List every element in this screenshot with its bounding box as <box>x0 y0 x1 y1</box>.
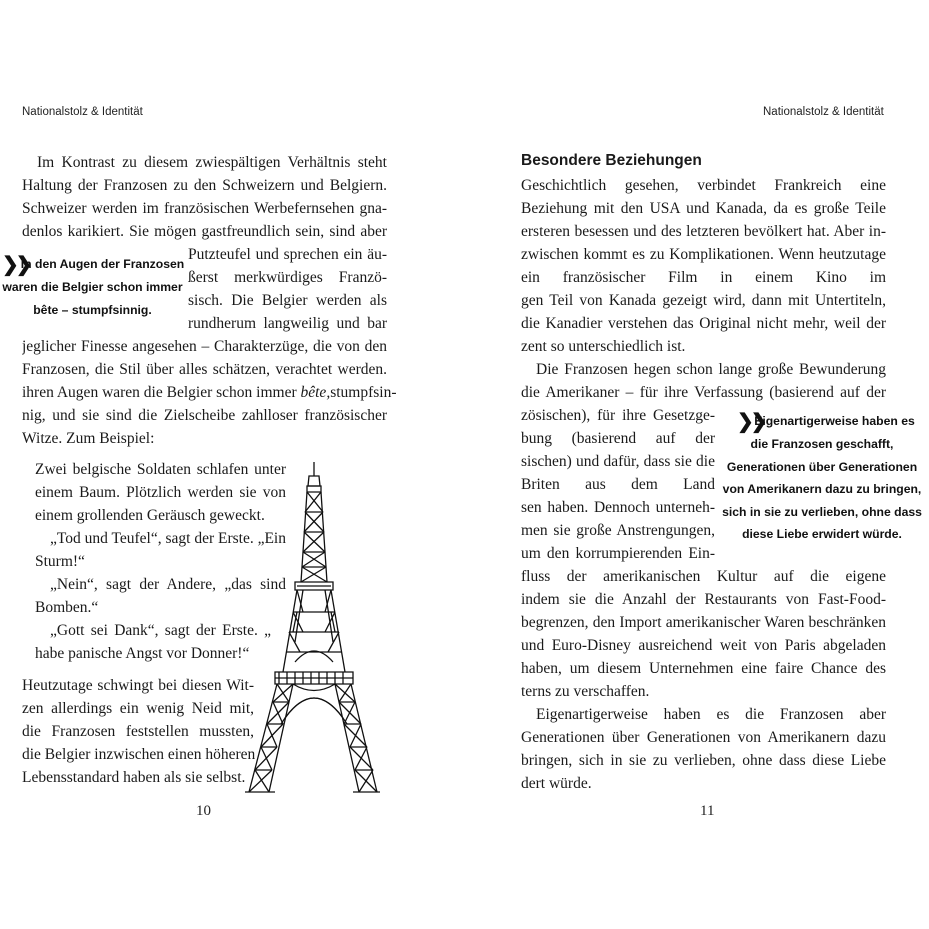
pull-quote-line: bête – stumpfsinnig. <box>33 302 152 317</box>
text-line: ersteren besessen und des letzteren bevölkert hat. Aber in- <box>521 223 886 240</box>
text-line: terns zu verschaffen. <box>521 683 650 700</box>
pull-quote-line: die Franzosen geschafft, <box>750 437 894 451</box>
text-line: ßerst merkwürdiges Franzö- <box>188 269 387 286</box>
text-line: dert würde. <box>521 775 592 792</box>
text-line: Die Franzosen hegen schon lange große Bewunderung <box>536 361 886 378</box>
text-line: zösischen), für ihre Gesetzge- <box>521 407 715 424</box>
running-header-right: Nationalstolz & Identität <box>763 106 884 118</box>
text-line: Beziehung mit den USA und Kanada, da es große Teile <box>521 200 886 217</box>
text-line: men sie große Anstrengungen, <box>521 522 715 539</box>
text-line: bringen, sich in sie zu verlieben, ohne dass diese Liebe <box>521 752 886 769</box>
text-line: Lebensstandard haben als sie selbst. <box>22 769 246 786</box>
pull-quote-left-cont <box>0 276 185 321</box>
text-line: Haltung der Franzosen zu den Schweizern und Belgiern. <box>22 177 387 194</box>
text-line: Heutzutage schwingt bei diesen Wit- <box>22 677 254 694</box>
text-line: zent so unterschiedlich ist. <box>521 338 686 355</box>
text-line: zen allerdings ein wenig Neid mit, <box>22 700 254 717</box>
text-line: sisch. Die Belgier werden als <box>188 292 387 309</box>
eiffel-tower-icon <box>245 462 380 797</box>
text-line: die Amerikaner – für ihre Verfassung (basierend auf der <box>521 384 886 401</box>
page-number-left: 10 <box>196 803 211 819</box>
text-line: Witze. Zum Beispiel: <box>22 430 155 447</box>
text-line: ein französischer Film in einem Kino im <box>521 269 886 286</box>
text-line: zwischen kommt es zu Komplikationen. Wenn heutzutage <box>521 246 886 263</box>
text-line: Generationen über Generationen von Amerikanern dazu <box>521 729 886 746</box>
joke-line: Sturm!“ <box>35 553 85 570</box>
pull-quote-line: Generationen über Generationen <box>726 459 918 474</box>
italic-term: bête, <box>300 384 331 401</box>
joke-line: einem Baum. Plötzlich werden sie von <box>35 484 286 501</box>
text-line: fluss der amerikanischen Kultur auf die eigene <box>521 568 886 585</box>
text-line: haben, um diesem Unternehmen eine faire Chance des <box>521 660 886 677</box>
joke-line: habe panische Angst vor Donner!“ <box>35 645 250 662</box>
page-number-right: 11 <box>700 803 715 819</box>
text-span: ihren Augen waren die Belgier schon immer <box>22 384 301 401</box>
joke-line: Bomben.“ <box>35 599 99 616</box>
text-line: Im Kontrast zu diesem zwiespältigen Verhältnis steht <box>37 154 387 171</box>
text-span: stumpfsin- <box>330 384 397 401</box>
pull-quote-right-cont <box>722 433 922 546</box>
text-line: die Belgier inzwischen einen höheren <box>22 746 256 763</box>
text-line: bung (basierend auf der <box>521 430 715 447</box>
joke-line: „Nein“, sagt der Andere, „das sind <box>50 576 286 593</box>
text-line: Schweizer werden im französischen Werbefernsehen gna- <box>22 200 387 217</box>
section-heading: Besondere Beziehungen <box>521 152 702 169</box>
text-line: Franzosen, die Stil über alles schätzen, verachtet werden. <box>22 361 387 378</box>
pull-quote-left <box>20 253 185 276</box>
text-line: gen Teil von Kanada gezeigt wird, dann mit Untertiteln, <box>521 292 886 309</box>
text-line: denlos karikiert. Sie mögen gastfreundlich sein, sind aber <box>22 223 387 240</box>
text-line: die Kanadier verstehen das Original nicht mehr, weil der <box>521 315 886 332</box>
text-line: um den korrumpierenden Ein- <box>521 545 715 562</box>
text-line: Eigenartigerweise haben es die Franzosen aber <box>536 706 886 723</box>
text-line: sen haben. Dennoch unterneh- <box>521 499 715 516</box>
pull-quote-right <box>752 410 917 433</box>
pull-quote-line: Eigenartigerweise haben es <box>754 414 915 428</box>
pull-quote-line: In den Augen der Franzosen <box>20 257 185 271</box>
text-line: die Franzosen feststellen mussten, <box>22 723 254 740</box>
text-line: und Euro-Disney ausreichend weit von Paris abgeladen <box>521 637 886 654</box>
joke-line: Zwei belgische Soldaten schlafen unter <box>35 461 286 478</box>
text-line: Putzteufel und sprechen ein äu- <box>188 246 387 263</box>
text-line: sischen) und dafür, dass sie die <box>521 453 715 470</box>
running-header-left: Nationalstolz & Identität <box>22 106 143 118</box>
double-chevron-icon: ❯❯ <box>737 411 765 433</box>
joke-line: einem grollenden Geräusch geweckt. <box>35 507 265 524</box>
text-line: Geschichtlich gesehen, verbindet Frankreich eine <box>521 177 886 194</box>
pull-quote-line: von Amerikanern dazu zu bringen, <box>722 482 922 496</box>
text-line: Briten aus dem Land <box>521 476 715 493</box>
joke-line: „Gott sei Dank“, sagt der Erste. „ <box>50 622 271 639</box>
text-line: begrenzen, den Import amerikanischer Waren beschränken <box>521 614 886 631</box>
text-line: indem sie die Anzahl der Restaurants von Fast-Food- <box>521 591 886 608</box>
pull-quote-line: diese Liebe erwidert würde. <box>742 527 902 541</box>
text-line: rundherum langweilig und bar <box>188 315 387 332</box>
joke-line: „Tod und Teufel“, sagt der Erste. „Ein <box>50 530 286 547</box>
text-line: jeglicher Finesse angesehen – Charakterzüge, die von den <box>22 338 387 355</box>
pull-quote-line: waren die Belgier schon immer <box>2 280 183 294</box>
double-chevron-icon: ❯❯ <box>2 254 30 276</box>
text-line <box>22 381 397 404</box>
text-line: nig, und sie sind die Zielscheibe zahlloser französischer <box>22 407 387 424</box>
pull-quote-line: sich in sie zu verlieben, ohne dass <box>722 504 922 519</box>
